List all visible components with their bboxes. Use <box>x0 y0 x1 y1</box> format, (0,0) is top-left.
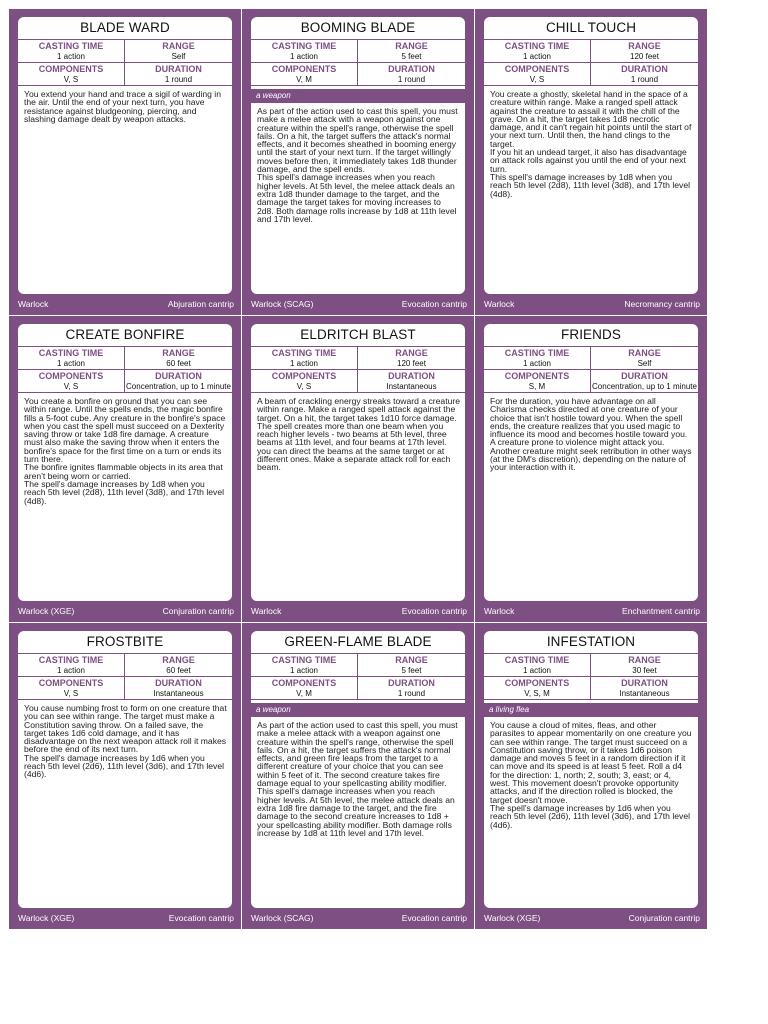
casting-time-cell <box>251 347 358 370</box>
spell-title: FRIENDS <box>484 324 698 347</box>
duration-value: Concentration, up to 1 minute <box>126 382 231 391</box>
description-paragraph: This spell's damage increases when you reach higher levels. At 5th level, the melee attack deals an extra 1d8 fire damage to the target, and the fire damage to the second creature increases to 1d8 + your spellcasting ability modifier. Both damage rolls increase by 1d8 at 11th level and 17th level. <box>257 786 455 838</box>
range-cell <box>358 347 465 370</box>
range-label: RANGE <box>628 41 661 51</box>
card-body <box>484 324 698 601</box>
spell-title: GREEN-FLAME BLADE <box>251 631 465 654</box>
spell-card <box>475 316 707 622</box>
casting-time-value: 1 action <box>289 359 319 368</box>
spell-title: ELDRITCH BLAST <box>251 324 465 347</box>
class-label: Warlock <box>484 299 515 309</box>
range-cell <box>358 40 465 63</box>
spell-card <box>475 623 707 929</box>
school-label: Abjuration cantrip <box>167 299 234 309</box>
casting-time-cell <box>18 654 125 677</box>
casting-time-value: 1 action <box>289 52 319 61</box>
casting-time-label: CASTING TIME <box>271 41 337 51</box>
range-label: RANGE <box>395 655 428 665</box>
range-label: RANGE <box>162 41 195 51</box>
description-paragraph: As part of the action used to cast this spell, you must make a melee attack with a weapon against one creature within the spell's range, otherwise the spell fails. On a hit, the target suffers the attack's normal effects, and green fire leaps from the target to a different creature of your choice that you can see within 5 feet of it. The second creature takes fire damage equal to your spellcasting ability modifier. <box>257 720 458 789</box>
components-cell <box>484 370 591 393</box>
class-label: Warlock <box>18 299 49 309</box>
spell-description <box>251 103 465 223</box>
casting-time-value: 1 action <box>522 359 552 368</box>
duration-value: 1 round <box>397 689 426 698</box>
duration-value: 1 round <box>630 75 659 84</box>
duration-cell <box>358 677 465 700</box>
components-cell <box>251 63 358 86</box>
range-label: RANGE <box>162 655 195 665</box>
description-paragraph: If you hit an undead target, it also has disadvantage on attack rolls against you until the end of your next turn. <box>490 147 687 174</box>
casting-time-value: 1 action <box>56 359 86 368</box>
duration-value: Concentration, up to 1 minute <box>592 382 697 391</box>
range-label: RANGE <box>628 655 661 665</box>
spell-title: BOOMING BLADE <box>251 17 465 40</box>
card-footer <box>251 912 467 924</box>
spell-description <box>18 86 232 123</box>
components-value: V, S <box>63 689 79 698</box>
components-value: V, S <box>63 382 79 391</box>
card-body <box>18 17 232 294</box>
components-cell <box>251 370 358 393</box>
duration-cell <box>358 63 465 86</box>
components-value: V, S <box>63 75 79 84</box>
components-value: V, S, M <box>524 689 550 698</box>
duration-value: 1 round <box>164 75 193 84</box>
card-footer <box>484 912 700 924</box>
range-value: 30 feet <box>632 666 657 675</box>
school-label: Conjuration cantrip <box>162 606 234 616</box>
range-value: 5 feet <box>401 52 422 61</box>
range-value: 120 feet <box>630 52 659 61</box>
duration-label: DURATION <box>155 678 202 688</box>
casting-time-cell <box>484 347 591 370</box>
casting-time-label: CASTING TIME <box>504 348 570 358</box>
range-cell <box>358 654 465 677</box>
components-label: COMPONENTS <box>271 64 337 74</box>
card-footer <box>251 605 467 617</box>
spell-title: BLADE WARD <box>18 17 232 40</box>
description-paragraph: You create a ghostly, skeletal hand in the space of a creature within range. Make a ranged spell attack against the creature to assail it with the chill of the grave. On a hit, the target takes 1d8 necrotic damage, and it can't regain hit points until the start of your next turn. Until then, the hand clings to the target. <box>490 89 692 149</box>
casting-time-label: CASTING TIME <box>38 41 104 51</box>
range-value: 60 feet <box>166 359 191 368</box>
range-cell <box>591 347 698 370</box>
casting-time-cell <box>251 40 358 63</box>
components-cell <box>18 677 125 700</box>
range-value: 5 feet <box>401 666 422 675</box>
card-body <box>484 17 698 294</box>
spell-description <box>18 700 232 779</box>
card-body <box>251 631 465 908</box>
description-paragraph: You cause a cloud of mites, fleas, and other parasites to appear momentarily on one creature you can see within range. The target must succeed on a Constitution saving throw, or it takes 1d6 poison damage and moves 5 feet in a random direction if it can move and its speed is at least 5 feet. Roll a d4 for the direction: 1, north; 2, south; 3, east; or 4, west. This movement doesn't provoke opportunity attacks, and if the direction rolled is blocked, the target doesn't move. <box>490 720 692 805</box>
duration-cell <box>591 63 698 86</box>
range-value: Self <box>171 52 186 61</box>
description-paragraph: The spell's damage increases by 1d8 when you reach 5th level (2d8), 11th level (3d8), and 17th level (4d8). <box>24 478 225 506</box>
range-cell <box>125 40 232 63</box>
duration-cell <box>125 370 232 393</box>
casting-time-cell <box>18 40 125 63</box>
class-label: Warlock <box>251 606 282 616</box>
casting-time-label: CASTING TIME <box>38 348 104 358</box>
spell-description <box>18 393 232 505</box>
duration-label: DURATION <box>155 64 202 74</box>
components-value: V, M <box>296 75 312 84</box>
card-body <box>251 17 465 294</box>
range-label: RANGE <box>162 348 195 358</box>
class-label: Warlock (SCAG) <box>251 913 314 923</box>
range-cell <box>125 654 232 677</box>
spell-card <box>9 623 241 929</box>
range-label: RANGE <box>395 348 428 358</box>
card-footer <box>484 298 700 310</box>
casting-time-label: CASTING TIME <box>38 655 104 665</box>
casting-time-value: 1 action <box>522 666 552 675</box>
casting-time-cell <box>484 40 591 63</box>
spell-stats <box>484 347 698 393</box>
description-paragraph: The spell's damage increases by 1d6 when you reach 5th level (2d6), 11th level (3d6), and 17th level (4d6). <box>24 752 225 780</box>
casting-time-cell <box>251 654 358 677</box>
duration-label: DURATION <box>621 678 668 688</box>
spell-title: CREATE BONFIRE <box>18 324 232 347</box>
components-label: COMPONENTS <box>38 371 104 381</box>
card-footer <box>484 605 700 617</box>
duration-value: 1 round <box>397 75 426 84</box>
casting-time-label: CASTING TIME <box>271 655 337 665</box>
spell-title: INFESTATION <box>484 631 698 654</box>
spell-card <box>9 316 241 622</box>
range-cell <box>591 40 698 63</box>
casting-time-cell <box>18 347 125 370</box>
duration-label: DURATION <box>388 64 435 74</box>
spell-title: CHILL TOUCH <box>484 17 698 40</box>
components-cell <box>18 63 125 86</box>
duration-cell <box>591 370 698 393</box>
duration-label: DURATION <box>621 64 668 74</box>
range-cell <box>125 347 232 370</box>
class-label: Warlock <box>484 606 515 616</box>
casting-time-label: CASTING TIME <box>271 348 337 358</box>
duration-value: Instantaneous <box>153 689 204 698</box>
card-footer <box>18 298 234 310</box>
range-value: 120 feet <box>397 359 426 368</box>
components-label: COMPONENTS <box>504 678 570 688</box>
spell-stats <box>18 40 232 86</box>
spell-stats <box>251 347 465 393</box>
duration-cell <box>125 63 232 86</box>
class-label: Warlock (XGE) <box>484 913 541 923</box>
card-footer <box>18 912 234 924</box>
card-footer <box>251 298 467 310</box>
components-label: COMPONENTS <box>504 371 570 381</box>
class-label: Warlock (XGE) <box>18 606 75 616</box>
school-label: Evocation cantrip <box>168 913 234 923</box>
class-label: Warlock (XGE) <box>18 913 75 923</box>
card-body <box>251 324 465 601</box>
duration-label: DURATION <box>388 678 435 688</box>
components-value: V, S <box>529 75 545 84</box>
spell-description <box>484 86 698 198</box>
spell-description <box>251 717 465 837</box>
duration-value: Instantaneous <box>619 689 670 698</box>
spell-card <box>242 316 474 622</box>
components-cell <box>18 370 125 393</box>
range-value: Self <box>637 359 652 368</box>
duration-cell <box>591 677 698 700</box>
spell-card <box>475 9 707 315</box>
class-label: Warlock (SCAG) <box>251 299 314 309</box>
description-paragraph: The spell creates more than one beam when you reach higher levels - two beams at 5th level, three beams at 11th level, and four beams at 17th level. you can direct the beams at the same target or at different ones. Make a separate attack roll for each beam. <box>257 420 451 473</box>
range-cell <box>591 654 698 677</box>
card-body <box>484 631 698 908</box>
components-value: V, S <box>296 382 312 391</box>
school-label: Conjuration cantrip <box>628 913 700 923</box>
material-component: a weapon <box>251 89 465 103</box>
description-paragraph: You cause numbing frost to form on one creature that you can see within range. The target must make a Constitution saving throw. On a failed save, the target takes 1d6 cold damage, and it has disadvantage on the next weapon attack roll it makes before the end of its next turn. <box>24 703 227 755</box>
casting-time-value: 1 action <box>289 666 319 675</box>
spell-stats <box>251 654 465 700</box>
casting-time-value: 1 action <box>56 666 86 675</box>
components-label: COMPONENTS <box>504 64 570 74</box>
casting-time-value: 1 action <box>56 52 86 61</box>
spell-stats <box>484 40 698 86</box>
casting-time-cell <box>484 654 591 677</box>
material-component: a weapon <box>251 703 465 717</box>
components-value: V, M <box>296 689 312 698</box>
spell-stats <box>251 40 465 86</box>
card-body <box>18 324 232 601</box>
range-value: 60 feet <box>166 666 191 675</box>
casting-time-label: CASTING TIME <box>504 655 570 665</box>
components-label: COMPONENTS <box>271 678 337 688</box>
spell-card <box>242 623 474 929</box>
school-label: Evocation cantrip <box>401 299 467 309</box>
card-body <box>18 631 232 908</box>
range-label: RANGE <box>628 348 661 358</box>
spell-stats <box>484 654 698 700</box>
spell-stats <box>18 654 232 700</box>
spell-stats <box>18 347 232 393</box>
description-paragraph: The spell's damage increases by 1d6 when you reach 5th level (2d6), 11th level (3d6), and 17th level (4d6). <box>490 802 691 830</box>
duration-cell <box>125 677 232 700</box>
school-label: Evocation cantrip <box>401 913 467 923</box>
components-cell <box>484 63 591 86</box>
components-value: S, M <box>528 382 546 391</box>
card-footer <box>18 605 234 617</box>
school-label: Enchantment cantrip <box>622 606 700 616</box>
description-paragraph: You create a bonfire on ground that you can see within range. Until the spells ends, the magic bonfire fills a 5-foot cube. Any creature in the bonfire's space when you cast the spell must succeed on a Dexterity saving throw or take 1d8 fire damage. A creature must also make the saving throw when it enters the bonfire's space for the first time on a turn or ends its turn there. <box>24 396 226 465</box>
description-paragraph: You extend your hand and trace a sigil of warding in the air. Until the end of your next turn, you have resistance against bludgeoning, piercing, and slashing damage dealt by weapon attacks. <box>24 89 221 124</box>
duration-cell <box>358 370 465 393</box>
spell-description <box>251 393 465 472</box>
spell-title: FROSTBITE <box>18 631 232 654</box>
description-paragraph: As part of the action used to cast this spell, you must make a melee attack with a weapon against one creature within the spell's range, otherwise the spell fails. On a hit, the target suffers the attack's normal effects, and it becomes sheathed in booming energy until the start of your next turn. If the target willingly moves before then, it immediately takes 1d8 thunder damage, and the spell ends. <box>257 106 458 175</box>
school-label: Necromancy cantrip <box>624 299 700 309</box>
components-cell <box>484 677 591 700</box>
duration-label: DURATION <box>155 371 202 381</box>
duration-label: DURATION <box>621 371 668 381</box>
duration-label: DURATION <box>388 371 435 381</box>
description-paragraph: The bonfire ignites flammable objects in its area that aren't being worn or carried. <box>24 462 223 481</box>
casting-time-label: CASTING TIME <box>504 41 570 51</box>
spell-card <box>242 9 474 315</box>
components-label: COMPONENTS <box>38 678 104 688</box>
components-label: COMPONENTS <box>271 371 337 381</box>
spell-description <box>484 393 698 472</box>
description-paragraph: For the duration, you have advantage on all Charisma checks directed at one creature of your choice that isn't hostile toward you. When the spell ends, the creature realizes that you used magic to influence its mood and becomes hostile toward you. A creature prone to violence might attack you. Another creature might seek retribution in other ways (at the DM's discretion), depending on the nature of your interaction with it. <box>490 396 692 473</box>
components-cell <box>251 677 358 700</box>
description-paragraph: This spell's damage increases by 1d8 when you reach 5th level (2d8), 11th level (3d8), and 17th level (4d8). <box>490 171 691 199</box>
description-paragraph: This spell's damage increases when you reach higher levels. At 5th level, the melee attack deals an extra 1d8 thunder damage to the target, and the damage the target takes for moving increases to 2d8. Both damage rolls increase by 1d8 at 11th level and 17th level. <box>257 172 457 224</box>
spell-card <box>9 9 241 315</box>
spell-card-sheet <box>9 9 708 930</box>
duration-value: Instantaneous <box>386 382 437 391</box>
material-component: a living flea <box>484 703 698 717</box>
description-paragraph: A beam of crackling energy streaks toward a creature within range. Make a ranged spell attack against the target. On a hit, the target takes 1d10 force damage. <box>257 396 461 423</box>
spell-description <box>484 717 698 829</box>
range-label: RANGE <box>395 41 428 51</box>
casting-time-value: 1 action <box>522 52 552 61</box>
components-label: COMPONENTS <box>38 64 104 74</box>
school-label: Evocation cantrip <box>401 606 467 616</box>
